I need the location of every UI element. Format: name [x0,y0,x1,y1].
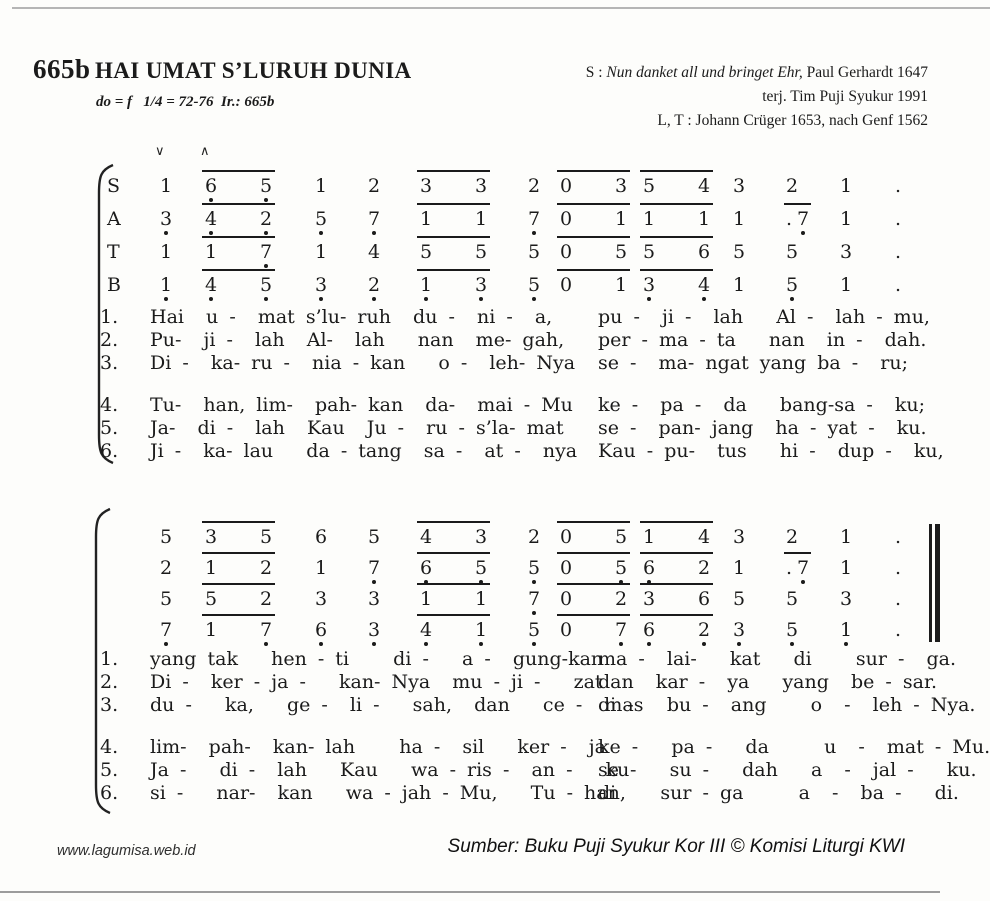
note-number: 1 [643,208,656,230]
note-number: 2 [260,557,273,579]
note-number: 0 [560,241,573,263]
note-number: 1 [840,619,852,641]
note-number: 7 [797,557,809,579]
note-number: 3 [315,588,328,610]
note-number: 4 [368,241,381,263]
top-page-rule [12,7,990,9]
note-number: 3 [205,526,218,548]
octave-dot [164,297,168,301]
note-number: 0 [560,588,573,610]
lyric-right: se - ma- ngat yang ba - ru; [598,352,908,374]
note-number: 1 [733,208,746,230]
lyric-left: si - nar- kan wa - jah - Mu, Tu - han, [150,782,626,804]
lyric-right: di - bu - ang o - leh - Nya. [598,694,976,716]
note-number: 1 [643,526,656,548]
beam-line [417,269,490,271]
note-number: 1 [160,241,173,263]
lyric-right: di sur - ga a - ba - di. [598,782,959,804]
octave-dot [209,198,213,202]
note-number: 3 [475,274,487,296]
octave-dot [319,642,323,646]
beam-line [202,552,275,554]
note-number: 3 [733,175,746,197]
note-number: 3 [475,175,488,197]
note-number: 2 [368,175,381,197]
note-number: 0 [560,619,573,641]
credit-line: L, T : Johann Crüger 1653, nach Genf 1562 [657,112,928,129]
note-number: 6 [698,241,711,263]
note-number: 1 [733,557,746,579]
note-number: 2 [698,619,710,641]
hymn-number: 665b [33,54,91,84]
note-number: 2 [260,588,273,610]
note-number: 7 [615,619,627,641]
beam-line [557,203,630,205]
note-number: . [786,208,793,230]
verse-number: 5. [100,759,119,781]
octave-dot [424,642,428,646]
lyric-left: Ja- di - lah Kau Ju - ru - s’la- mat [150,417,564,439]
note-number: 5 [528,241,541,263]
breath-mark: ∧ [200,144,210,159]
beam-line [557,552,630,554]
lyric-right: per - ma - ta nan in - dah. [598,329,927,351]
note-number: 4 [420,526,433,548]
verse-number: 1. [100,648,119,670]
octave-dot [844,642,848,646]
note-number: 1 [160,175,173,197]
lyric-left: yang tak hen - ti di - a - gung-kan [150,648,604,670]
octave-dot [532,642,536,646]
note-number: 7 [260,241,272,263]
beam-line [557,170,630,172]
note-number: 1 [840,175,853,197]
verse-number: 5. [100,417,119,439]
breath-mark: ∨ [155,144,165,159]
note-number: 5 [615,557,627,579]
octave-dot [319,297,323,301]
octave-dot [209,297,213,301]
note-number: 7 [528,588,540,610]
octave-dot [264,642,268,646]
note-number: 3 [643,274,655,296]
note-number: . [895,175,902,197]
note-number: 3 [733,526,746,548]
octave-dot [619,642,623,646]
lyric-left: du - ka, ge - li - sah, dan ce - mas [150,694,644,716]
note-number: . [895,619,902,641]
note-number: 5 [643,241,656,263]
note-number: 4 [698,526,711,548]
note-number: 4 [205,208,217,230]
beam-line [417,170,490,172]
note-number: 7 [368,208,380,230]
note-number: . [895,557,902,579]
note-number: 4 [698,274,710,296]
note-number: 4 [205,274,217,296]
note-number: 0 [560,526,573,548]
octave-dot [790,642,794,646]
beam-line [557,614,630,616]
note-number: 5 [643,175,656,197]
octave-dot [532,231,536,235]
verse-number: 4. [100,394,119,416]
note-number: 6 [315,619,327,641]
note-number: 1 [420,274,432,296]
note-number: . [895,241,902,263]
octave-dot [647,642,651,646]
note-number: 7 [260,619,272,641]
beam-line [640,203,713,205]
note-number: 2 [260,208,272,230]
lyric-right: ke - pa - da bang-sa - ku; [598,394,926,416]
note-number: 0 [560,175,573,197]
note-number: 1 [733,274,746,296]
note-number: . [895,526,902,548]
note-number: 5 [786,241,799,263]
beam-line [640,552,713,554]
note-number: 2 [698,557,711,579]
note-number: 1 [205,557,218,579]
note-number: 2 [786,526,799,548]
note-number: 5 [528,619,540,641]
octave-dot [801,231,805,235]
lyric-left: Di - ker - ja - kan- Nya mu - ji - zat [150,671,603,693]
beam-line [202,236,275,238]
voice-label: S [107,175,121,197]
note-number: 0 [560,557,573,579]
beam-line [640,170,713,172]
octave-dot [164,231,168,235]
note-number: 7 [797,208,809,230]
voice-label: B [107,274,121,296]
octave-dot [702,297,706,301]
lyric-right: ke - pa - da u - mat - Mu. [598,736,990,758]
note-number: 1 [420,588,433,610]
note-number: 6 [205,175,217,197]
note-number: 5 [733,588,746,610]
note-number: 5 [260,175,272,197]
note-number: 3 [475,526,488,548]
lyric-left: lim- pah- kan- lah ha - sil ker - ja [150,736,606,758]
note-number: 1 [840,526,853,548]
note-number: 7 [368,557,380,579]
octave-dot [372,642,376,646]
note-number: 6 [643,557,655,579]
credit-line: S : Nun danket all und bringet Ehr, Paul Gerhardt 1647 [585,64,928,81]
note-number: 1 [475,619,487,641]
octave-dot [532,611,536,615]
beam-line [640,583,713,585]
octave-dot [790,297,794,301]
note-number: 3 [160,208,172,230]
verse-number: 6. [100,782,119,804]
note-number: 5 [260,274,272,296]
note-number: 5 [475,241,488,263]
verse-number: 2. [100,329,119,351]
beam-line [640,269,713,271]
octave-dot [372,297,376,301]
note-number: . [895,588,902,610]
lyric-left: Ji - ka- lau da - tang sa - at - nya [150,440,578,462]
note-number: 7 [528,208,540,230]
beam-line [417,583,490,585]
footer-watermark: www.lagumisa.web.id [57,843,196,859]
lyric-right: ma - lai- kat di sur - ga. [598,648,957,670]
note-number: 1 [420,208,433,230]
lyric-left: Di - ka- ru - nia - kan o - leh- Nya [150,352,576,374]
verse-number: 3. [100,694,119,716]
note-number: 2 [368,274,380,296]
note-number: 6 [698,588,711,610]
note-number: 4 [698,175,711,197]
octave-dot [264,198,268,202]
octave-dot [801,580,805,584]
lyric-right: se - su - dah a - jal - ku. [598,759,977,781]
final-barline-thick [935,524,940,642]
note-number: 3 [368,588,381,610]
note-number: 4 [420,619,432,641]
beam-line [202,614,275,616]
note-number: 5 [260,526,273,548]
note-number: 1 [160,274,172,296]
note-number: 5 [475,557,487,579]
beam-line [417,236,490,238]
note-number: 1 [205,241,218,263]
note-number: 5 [368,526,381,548]
octave-dot [372,580,376,584]
beam-line [417,552,490,554]
note-number: 1 [840,557,853,579]
verse-number: 2. [100,671,119,693]
lyric-right: pu - ji - lah Al - lah - mu, [598,306,930,328]
octave-dot [532,580,536,584]
octave-dot [264,264,268,268]
octave-dot [479,297,483,301]
note-number: 5 [160,588,173,610]
note-number: . [786,557,793,579]
octave-dot [479,642,483,646]
octave-dot [264,297,268,301]
lyric-left: Ja - di - lah Kau wa - ris - an - ku [150,759,630,781]
note-number: 2 [160,557,173,579]
beam-line [202,203,275,205]
beam-line [202,170,275,172]
beam-line [557,521,630,523]
beam-line [557,269,630,271]
octave-dot [164,642,168,646]
note-number: 5 [615,526,628,548]
note-number: 5 [615,241,628,263]
octave-dot [372,231,376,235]
note-number: 3 [420,175,433,197]
note-number: 5 [786,274,798,296]
hymn-title: HAI UMAT S’LURUH DUNIA [95,58,412,83]
voice-label: T [107,241,120,263]
note-number: 3 [840,588,853,610]
beam-line [640,521,713,523]
note-number: 5 [733,241,746,263]
final-barline-thin [929,524,932,642]
note-number: 1 [315,557,328,579]
note-number: 0 [560,208,573,230]
verse-number: 6. [100,440,119,462]
note-number: 1 [475,208,488,230]
note-number: 3 [615,175,628,197]
note-number: 6 [315,526,328,548]
footer-source: Sumber: Buku Puji Syukur Kor III © Komisi Liturgi KWI [447,836,905,857]
note-number: 5 [786,588,799,610]
octave-dot [264,231,268,235]
note-number: 1 [615,208,628,230]
note-number: 5 [528,274,540,296]
octave-dot [532,297,536,301]
note-number: 3 [840,241,853,263]
note-number: 5 [786,619,798,641]
octave-dot [702,642,706,646]
note-number: . [895,274,902,296]
lyric-left: Hai u - mat s’lu- ruh du - ni - a, [150,306,553,328]
credit-line: terj. Tim Puji Syukur 1991 [762,88,928,105]
tempo-key-line: do = f 1/4 = 72-76 Ir.: 665b [96,94,275,110]
octave-dot [209,231,213,235]
note-number: 1 [698,208,711,230]
voice-label: A [107,208,121,230]
note-number: 0 [560,274,573,296]
note-number: 1 [840,274,853,296]
note-number: 1 [615,274,628,296]
beam-line [640,614,713,616]
note-number: 1 [840,208,853,230]
verse-number: 4. [100,736,119,758]
octave-dot [737,642,741,646]
lyric-left: Pu- ji - lah Al- lah nan me- gah, [150,329,565,351]
note-number: 1 [315,241,328,263]
beam-line [202,583,275,585]
note-number: 5 [160,526,173,548]
beam-line [202,521,275,523]
note-number: 5 [528,557,540,579]
note-number: 2 [615,588,628,610]
lyric-right: dan kar - ya yang be - sar. [598,671,938,693]
note-number: 6 [643,619,655,641]
note-number: 1 [475,588,488,610]
beam-line [202,269,275,271]
octave-dot [424,297,428,301]
beam-line [417,521,490,523]
note-number: 5 [205,588,218,610]
note-number: 2 [528,526,541,548]
note-number: 3 [643,588,656,610]
lyric-right: se - pan- jang ha - yat - ku. [598,417,927,439]
note-number: 7 [160,619,172,641]
note-number: . [895,208,902,230]
note-number: 2 [528,175,541,197]
lyric-right: Kau - pu- tus hi - dup - ku, [598,440,944,462]
beam-line [417,614,490,616]
verse-number: 3. [100,352,119,374]
verse-number: 1. [100,306,119,328]
note-number: 6 [420,557,432,579]
note-number: 3 [733,619,745,641]
beam-line [784,552,811,554]
note-number: 3 [368,619,380,641]
octave-dot [319,231,323,235]
note-number: 5 [420,241,433,263]
bottom-page-rule [0,891,940,893]
note-number: 5 [315,208,327,230]
lyric-left: Tu- han, lim- pah- kan da- mai - Mu [150,394,573,416]
beam-line [557,236,630,238]
beam-line [417,203,490,205]
beam-line [557,583,630,585]
note-number: 3 [315,274,327,296]
beam-line [640,236,713,238]
note-number: 1 [315,175,328,197]
note-number: 2 [786,175,799,197]
note-number: 1 [205,619,218,641]
beam-line [784,203,811,205]
octave-dot [647,297,651,301]
